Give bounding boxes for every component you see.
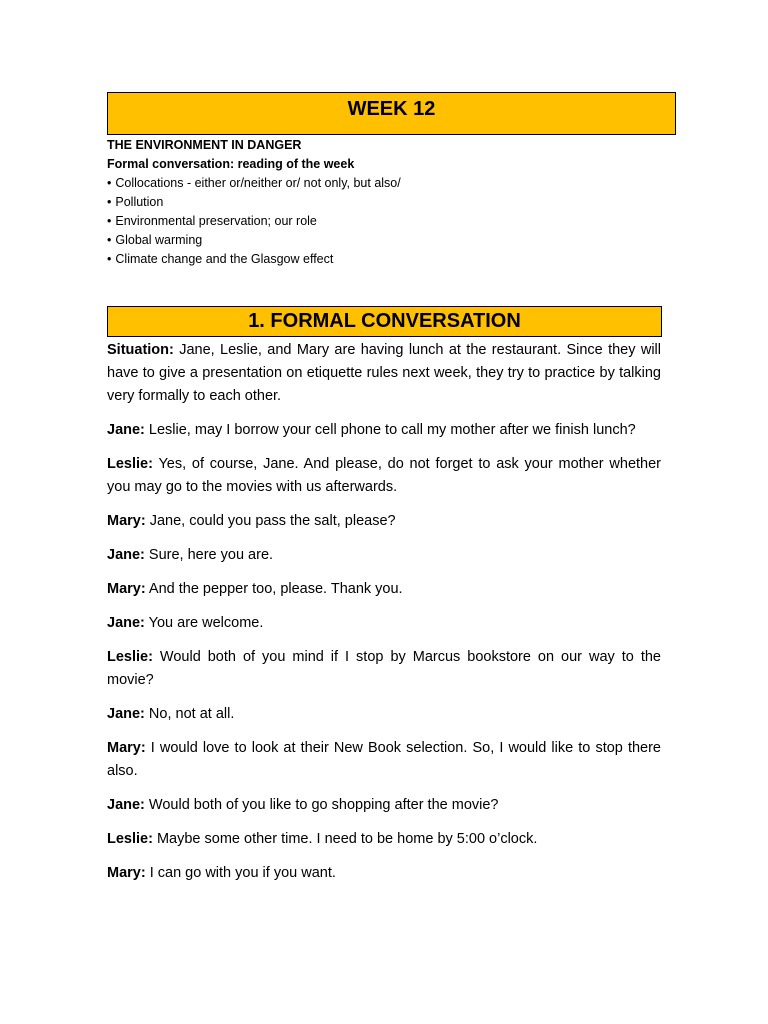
document-page — [107, 92, 676, 896]
week-title-banner — [107, 92, 676, 135]
topic-item: • Pollution — [107, 193, 676, 212]
conversation — [107, 339, 661, 885]
unit-overview — [107, 136, 676, 269]
speaker-label: Jane: — [107, 615, 145, 631]
dialog-line — [107, 646, 661, 692]
speaker-label: Mary: — [107, 513, 146, 529]
dialog-line — [107, 737, 661, 783]
speaker-label: Situation: — [107, 342, 174, 358]
dialog-text: I can go with you if you want. — [145, 865, 336, 881]
speaker-label: Jane: — [107, 422, 145, 438]
dialog-text: Jane, Leslie, and Mary are having lunch at the restaurant. Since they will have to give a presentation on etiquette rules next week, they try to practice by talking very formally to each other. — [107, 342, 661, 404]
speaker-label: Leslie: — [107, 831, 153, 847]
dialog-line — [107, 612, 661, 635]
dialog-line — [107, 578, 661, 601]
unit-subtitle: Formal conversation: reading of the week — [107, 157, 355, 171]
unit-title: THE ENVIRONMENT IN DANGER — [107, 138, 302, 152]
dialog-text: Would both of you mind if I stop by Marcus bookstore on our way to the movie? — [107, 649, 661, 688]
dialog-text: Jane, could you pass the salt, please? — [145, 513, 396, 529]
speaker-label: Jane: — [107, 706, 145, 722]
dialog-line — [107, 453, 661, 499]
dialog-line — [107, 794, 661, 817]
dialog-text: No, not at all. — [144, 706, 235, 722]
dialog-line — [107, 828, 661, 851]
dialog-text: Maybe some other time. I need to be home by 5:00 o’clock. — [152, 831, 538, 847]
dialog-text: Yes, of course, Jane. And please, do not forget to ask your mother whether you may go to the movies with us afterwards. — [107, 456, 661, 495]
speaker-label: Jane: — [107, 797, 145, 813]
section-title: 1. FORMAL CONVERSATION — [248, 310, 521, 332]
week-title: WEEK 12 — [347, 98, 436, 120]
section-title-banner — [107, 306, 662, 337]
speaker-label: Mary: — [107, 865, 146, 881]
dialog-text: Would both of you like to go shopping after the movie? — [144, 797, 499, 813]
dialog-line — [107, 339, 661, 408]
dialog-line — [107, 544, 661, 567]
speaker-label: Mary: — [107, 740, 146, 756]
dialog-line — [107, 419, 661, 442]
dialog-text: I would love to look at their New Book selection. So, I would like to stop there also. — [107, 740, 661, 779]
topic-item: • Climate change and the Glasgow effect — [107, 250, 676, 269]
topic-item: • Environmental preservation; our role — [107, 212, 676, 231]
speaker-label: Jane: — [107, 547, 145, 563]
topic-list — [107, 174, 676, 269]
dialog-text: And the pepper too, please. Thank you. — [145, 581, 403, 597]
speaker-label: Leslie: — [107, 456, 153, 472]
dialog-text: Sure, here you are. — [144, 547, 274, 563]
dialog-text: You are welcome. — [144, 615, 264, 631]
topic-item: • Collocations - either or/neither or/ not only, but also/ — [107, 174, 676, 193]
dialog-text: Leslie, may I borrow your cell phone to call my mother after we finish lunch? — [144, 422, 636, 438]
dialog-line — [107, 862, 661, 885]
topic-item: • Global warming — [107, 231, 676, 250]
speaker-label: Leslie: — [107, 649, 153, 665]
speaker-label: Mary: — [107, 581, 146, 597]
dialog-line — [107, 510, 661, 533]
dialog-line — [107, 703, 661, 726]
